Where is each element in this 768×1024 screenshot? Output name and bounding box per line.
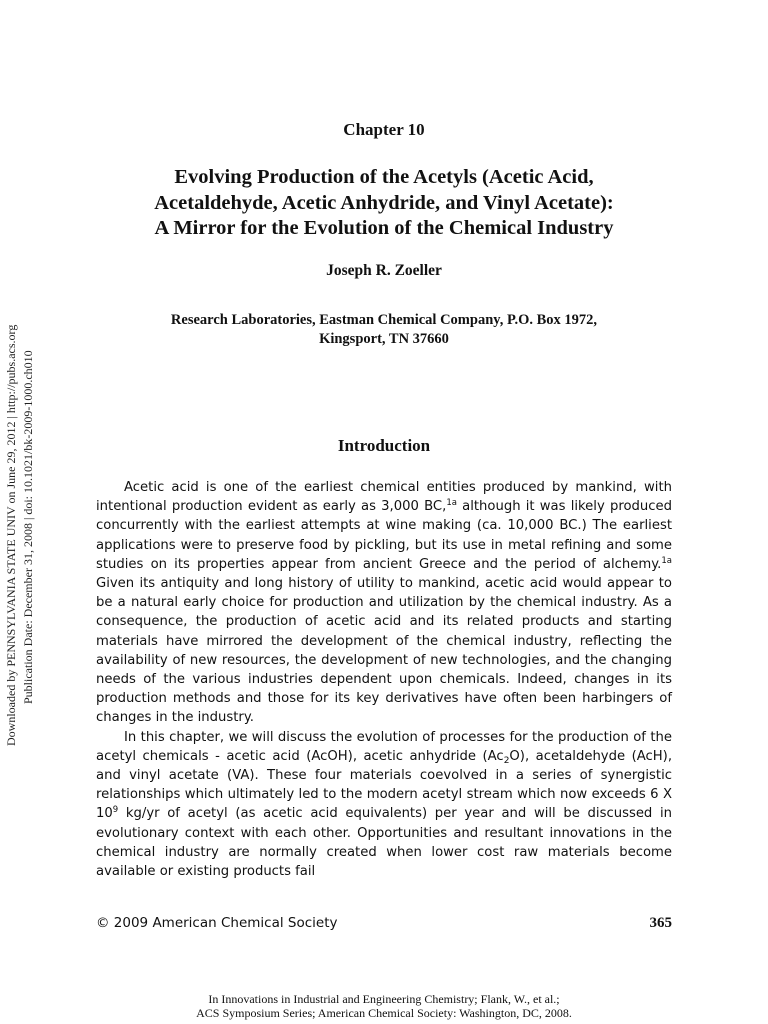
download-info-line: Downloaded by PENNSYLVANIA STATE UNIV on June 29, 2012 | http://pubs.acs.org (4, 324, 18, 746)
p1-text-c: Given its antiquity and long history of utility to mankind, acetic acid would appear to be a natural early choice for production and utilization by the chemical industry. As a consequence, the production of acetic acid and its related products and starting materials have mirrored the development of the chemical industry, reflecting the availability of new resources, the development of new technologies, and the changing needs of the various industries dependent upon chemicals. Indeed, changes in its production methods and those for its key derivatives have often been harbingers of changes in the industry. (96, 576, 672, 726)
publication-info-line: Publication Date: December 31, 2008 | doi: 10.1021/bk-2009-1000.ch010 (21, 350, 35, 704)
download-sidebar (0, 0, 40, 1024)
copyright-notice: © 2009 American Chemical Society (96, 915, 338, 931)
title-line-2: Acetaldehyde, Acetic Anhydride, and Vinyl Acetate): (154, 191, 614, 214)
affiliation (96, 311, 672, 349)
p1-text-a: Acetic acid is one of the earliest chemical entities produced by mankind, with intentional production evident as early as 3,000 BC, (96, 480, 672, 515)
body-text (96, 478, 672, 881)
p2-text-a: In this chapter, we will discuss the evolution of processes for the production of the acetyl chemicals - acetic acid (AcOH), acetic anhydride (Ac (96, 729, 672, 764)
chapter-label: Chapter 10 (343, 120, 425, 139)
citation-note (0, 992, 768, 1020)
paragraph-2 (96, 728, 672, 882)
title-line-3: A Mirror for the Evolution of the Chemical Industry (154, 217, 614, 239)
affiliation-line-1: Research Laboratories, Eastman Chemical Company, P.O. Box 1972, (170, 312, 598, 328)
citation-line-1: In Innovations in Industrial and Engineering Chemistry; Flank, W., et al.; (208, 992, 560, 1006)
citation-line-2: ACS Symposium Series; American Chemical Society: Washington, DC, 2008. (196, 1006, 572, 1020)
p2-text-b: O), acetaldehyde (AcH), and vinyl acetate (VA). These four materials coevolved in a series of synergistic relationships which ultimately led to the modern acetyl stream which now exceeds 6 X 10 (96, 748, 673, 822)
chapter-title (96, 165, 672, 242)
reference-1a-second: 1a (661, 555, 672, 566)
title-line-1: Evolving Production of the Acetyls (Acetic Acid, (174, 166, 594, 188)
p2-text-c: kg/yr of acetyl (as acetic acid equivalents) per year and will be discussed in evolutionary context with each other. Opportunities and resultant innovations in the chemical industry are normally created when lower cost raw materials become available or existing products fail (96, 806, 672, 880)
section-heading: Introduction (337, 436, 431, 455)
page-number: 365 (649, 915, 672, 931)
subscript-2: 2 (503, 755, 510, 766)
reference-1a: 1a (446, 498, 457, 509)
superscript-9: 9 (112, 805, 119, 816)
author-name: Joseph R. Zoeller (326, 262, 442, 279)
paragraph-1 (96, 478, 672, 728)
p1-text-b: although it was likely produced concurrently with the earliest attempts at wine making (ca. 10,000 BC.) The earliest applications were to preserve food by pickling, but its use in metal refining and some studies on its properties appear from ancient Greece and the period of alchemy. (96, 499, 672, 572)
affiliation-line-2: Kingsport, TN 37660 (319, 331, 449, 347)
